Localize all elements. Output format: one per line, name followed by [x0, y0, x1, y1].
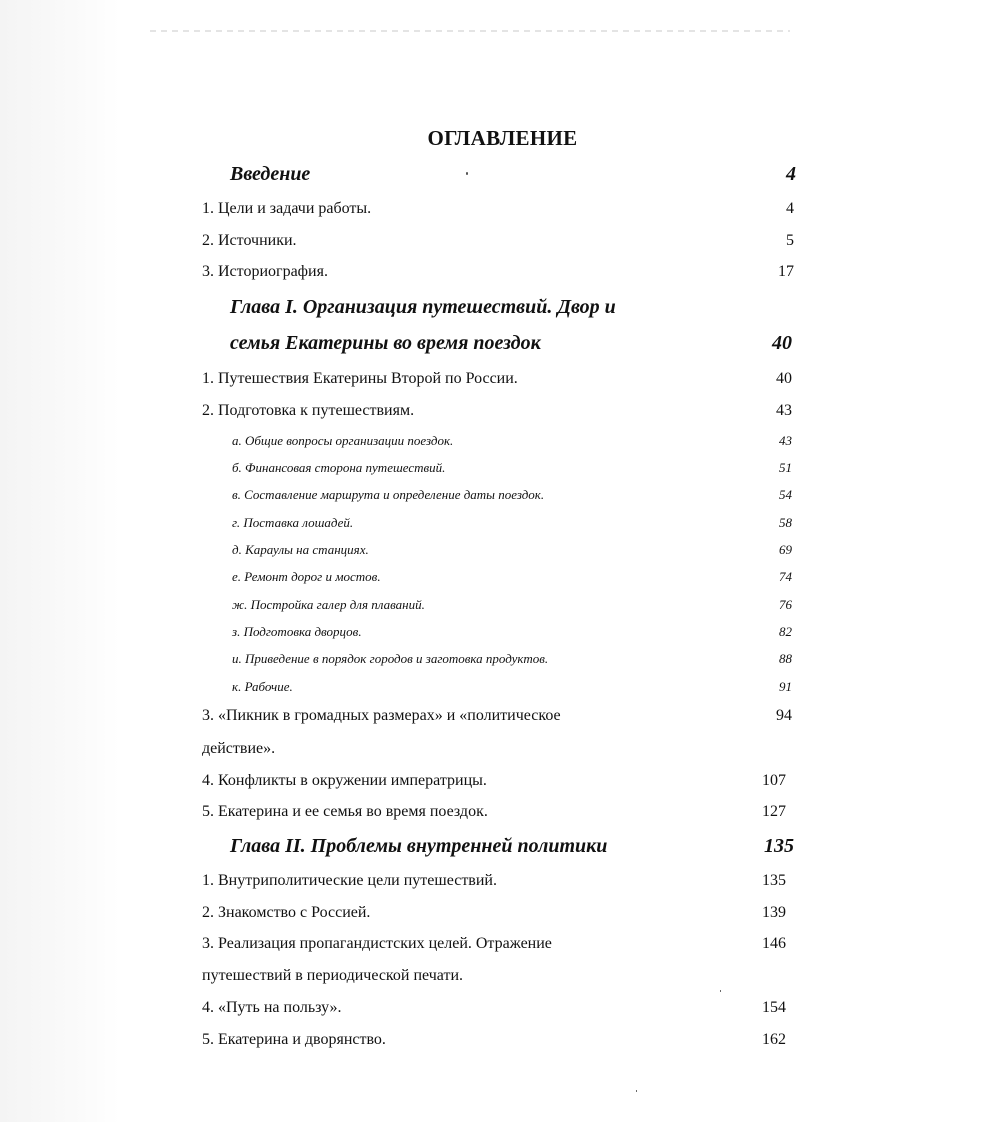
toc-entry-text: з. Подготовка дворцов.: [232, 624, 362, 639]
toc-entry-page: 74: [779, 569, 792, 584]
toc-entry-text: ж. Постройка галер для плаваний.: [232, 597, 425, 612]
scan-speck: [720, 990, 721, 992]
toc-entry-text: 2. Источники.: [202, 232, 297, 249]
toc-entry-text: 3. «Пикник в громадных размерах» и «политическое: [202, 707, 561, 724]
toc-entry-text: 2. Подготовка к путешествиям.: [202, 402, 415, 419]
toc-entry-text: путешествий в периодической печати.: [202, 967, 463, 984]
toc-entry-page: 154: [762, 999, 786, 1016]
toc-entry-text: 5. Екатерина и ее семья во время поездок.: [202, 803, 488, 820]
toc-entry-text: Введение: [230, 163, 311, 185]
toc-entry-page: 82: [779, 624, 792, 639]
toc-entry-page: 4: [786, 200, 794, 217]
toc-entry-page: 54: [779, 487, 792, 502]
scan-speck: [636, 1090, 637, 1092]
toc-entry-text: Глава II. Проблемы внутренней политики: [230, 835, 608, 857]
toc-entry-page: 162: [762, 1031, 786, 1048]
toc-entry-page: 139: [762, 904, 786, 921]
toc-entry-text: г. Поставка лошадей.: [232, 515, 354, 530]
toc-entry-text: д. Караулы на станциях.: [232, 542, 369, 557]
toc-entry-text: 2. Знакомство с Россией.: [202, 904, 371, 921]
toc-entry-text: 3. Историография.: [202, 263, 328, 280]
toc-entry-page: 91: [779, 679, 792, 694]
page-title: ОГЛАВЛЕНИЕ: [427, 126, 578, 150]
toc-entry-page: 76: [779, 597, 792, 612]
toc-entry-page: 43: [776, 402, 792, 419]
toc-entry-page: 51: [779, 460, 792, 475]
toc-entry-text: семья Екатерины во время поездок: [230, 332, 541, 354]
toc-entry-text: а. Общие вопросы организации поездок.: [232, 433, 454, 448]
toc-entry-page: 40: [776, 370, 792, 387]
toc-entry-text: 4. Конфликты в окружении императрицы.: [202, 772, 487, 789]
toc-entry-text: 5. Екатерина и дворянство.: [202, 1031, 386, 1048]
scan-speck: [466, 172, 468, 175]
toc-entry-page: 135: [762, 872, 786, 889]
toc-entry-page: 43: [779, 433, 792, 448]
toc-entry-page: 94: [776, 707, 792, 724]
toc-entry-text: в. Составление маршрута и определение даты поездок.: [232, 487, 545, 502]
toc-entry-page: 5: [786, 232, 794, 249]
toc-entry-page: 69: [779, 542, 792, 557]
toc-entry-text: 3. Реализация пропагандистских целей. Отражение: [202, 935, 552, 952]
toc-entry-text: е. Ремонт дорог и мостов.: [232, 569, 381, 584]
scan-margin-shade: [0, 0, 120, 1122]
toc-entry-page: 146: [762, 935, 786, 952]
toc-entry-text: б. Финансовая сторона путешествий.: [232, 460, 446, 475]
toc-entry-page: 58: [779, 515, 792, 530]
toc-entry-text: действие».: [202, 740, 276, 757]
toc-entry-page: 40: [772, 332, 792, 354]
toc-entry-text: к. Рабочие.: [232, 679, 293, 694]
toc-entry-page: 17: [778, 263, 794, 280]
toc-entry-page: 88: [779, 651, 792, 666]
toc-entry-page: 107: [762, 772, 786, 789]
toc-entry-text: и. Приведение в порядок городов и заготовка продуктов.: [232, 651, 549, 666]
toc-entry-page: 135: [764, 835, 794, 857]
scan-artifact-line: [150, 30, 790, 32]
toc-entry-text: 1. Путешествия Екатерины Второй по России.: [202, 370, 518, 387]
toc-entry-page: 4: [786, 163, 796, 185]
toc-entry-text: Глава I. Организация путешествий. Двор и: [230, 296, 616, 318]
toc-entry-page: 127: [762, 803, 786, 820]
toc-entry-text: 1. Цели и задачи работы.: [202, 200, 372, 217]
toc-entry-text: 4. «Путь на пользу».: [202, 999, 342, 1016]
toc-entry-text: 1. Внутриполитические цели путешествий.: [202, 872, 497, 889]
